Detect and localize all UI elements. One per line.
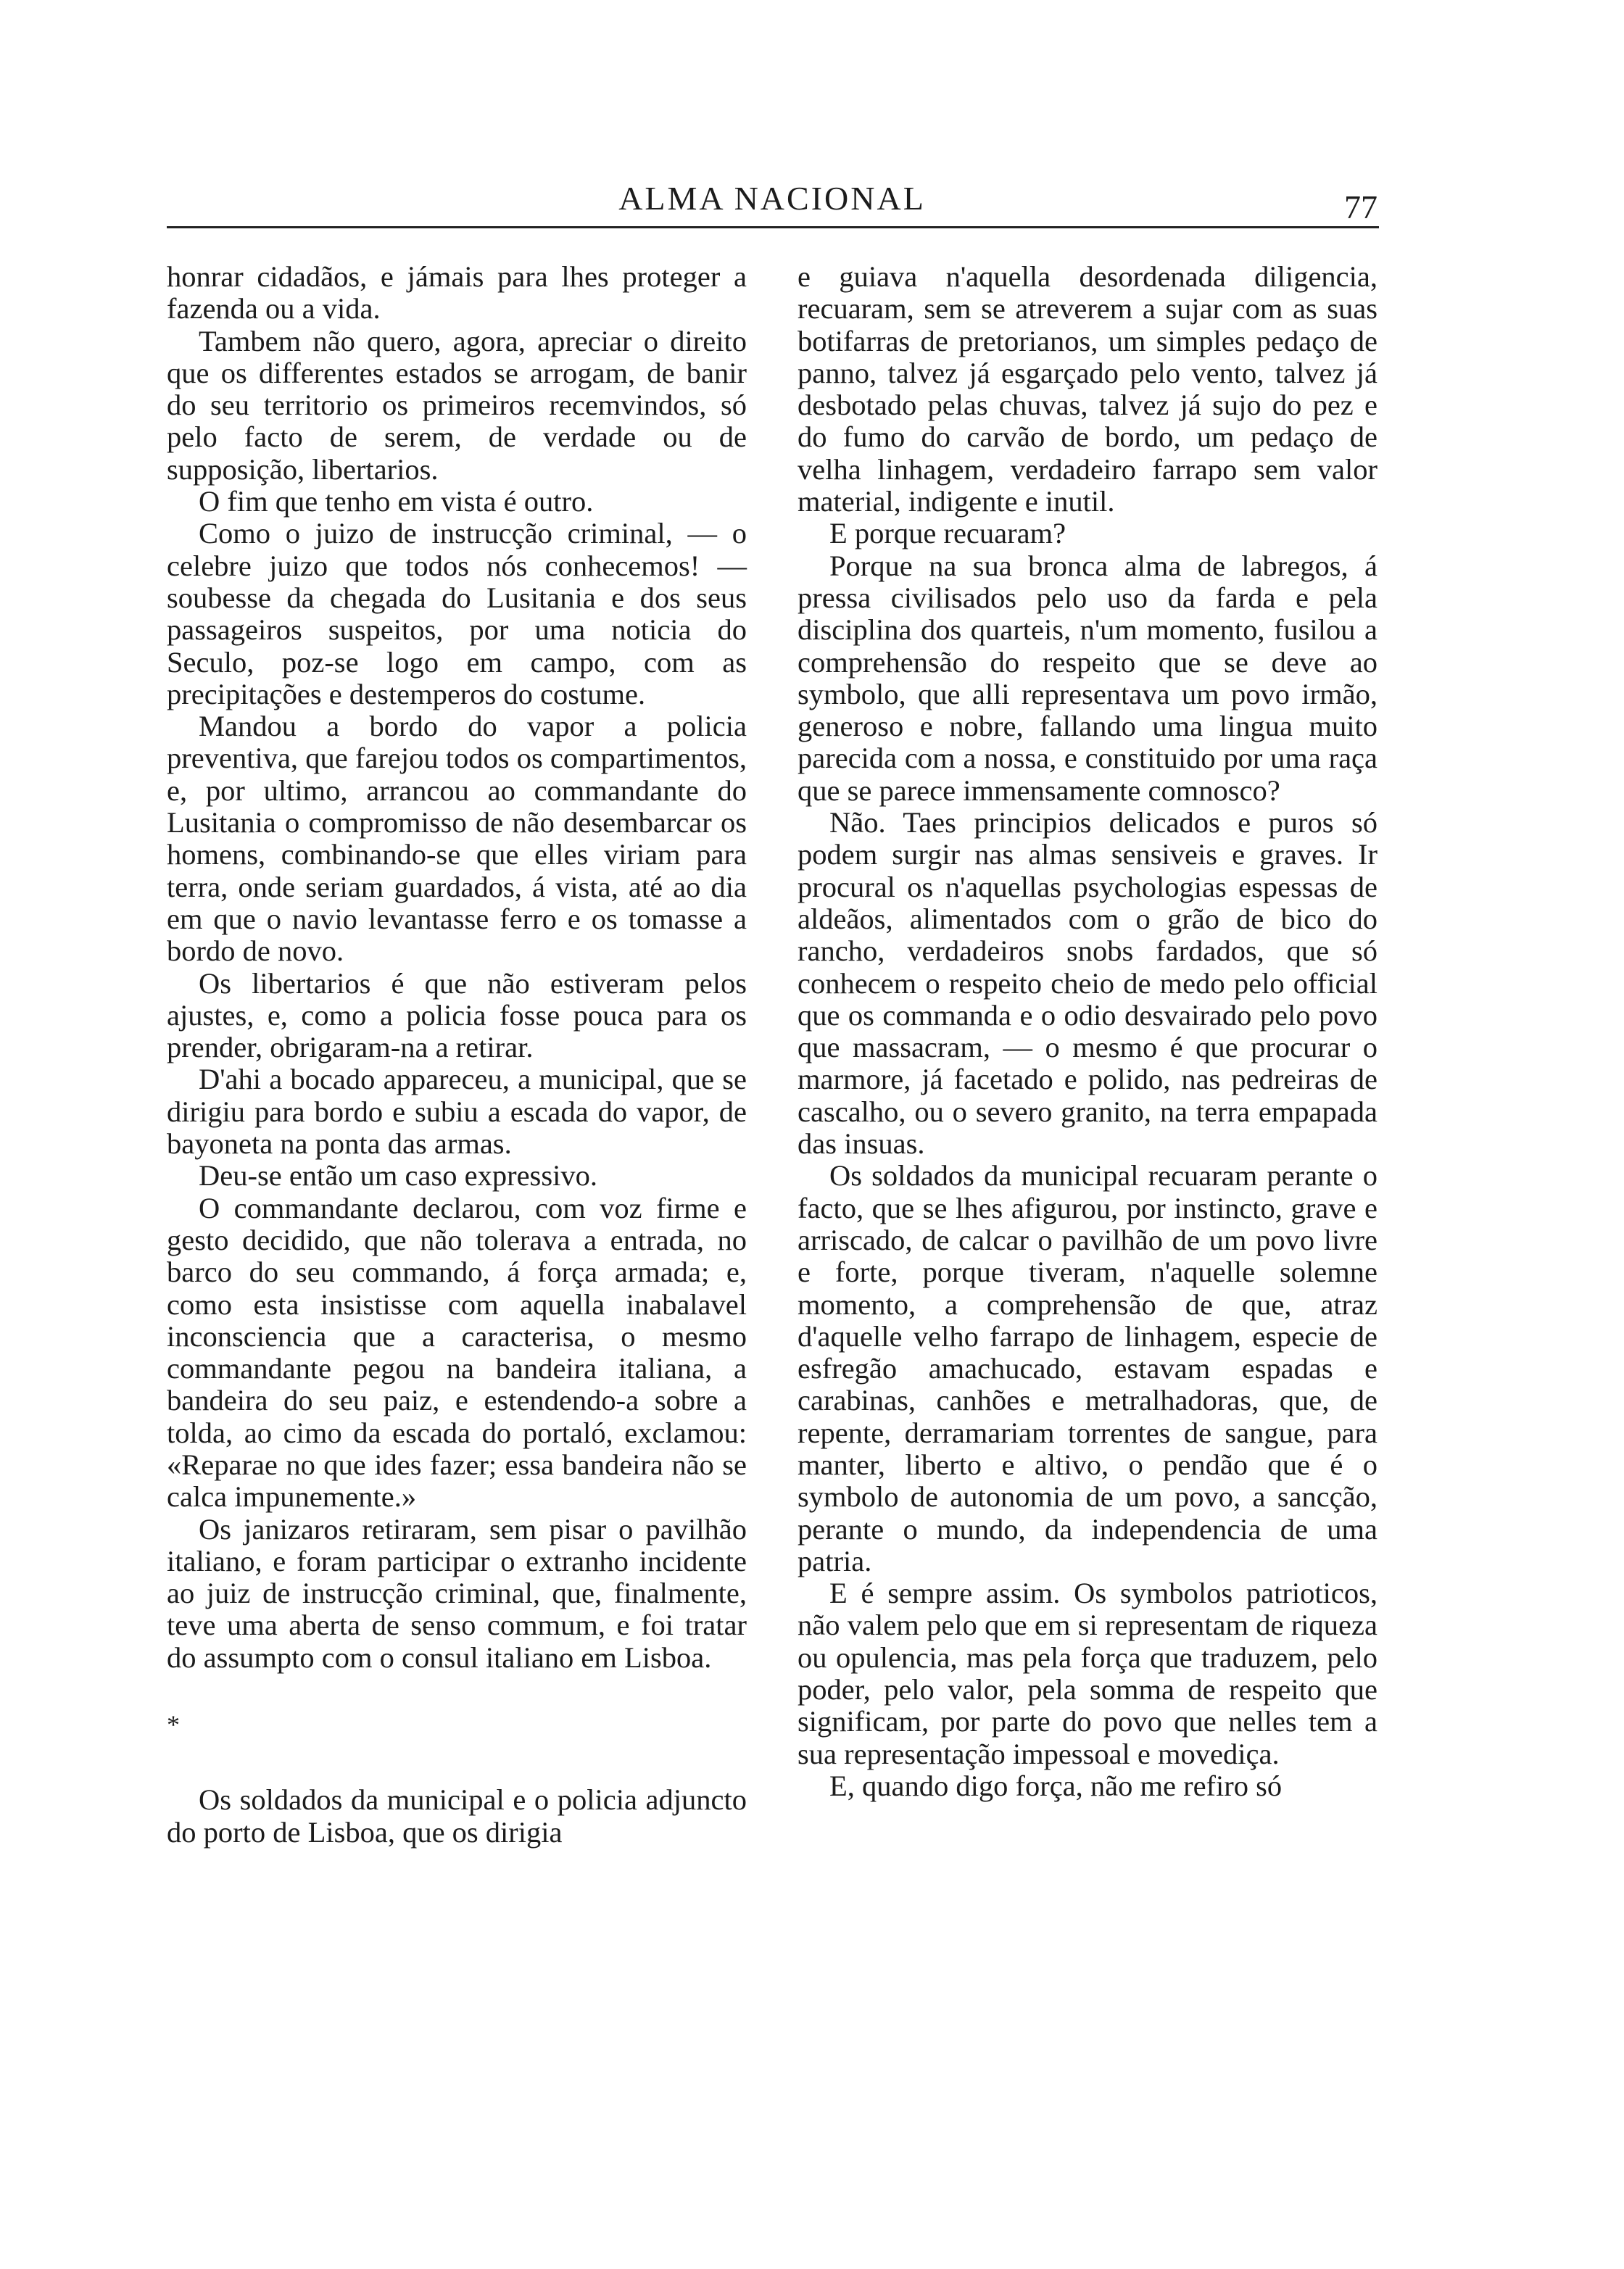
paragraph: Porque na sua bronca alma de labregos, á pressa civilisados pelo uso da farda e pela disciplina dos quarteis, n'um momento, fusilou a comprehensão do respeito que se deve ao symbolo, que alli representava um povo irmão, generoso e nobre, fallando uma lingua muito parecida com a nossa, e constituido por uma raça que se parece immensamente comnosco?: [798, 549, 1378, 807]
paragraph: e guiava n'aquella desordenada diligencia, recuaram, sem se atreverem a sujar com as suas botifarras de pretorianos, um simples pedaço de panno, talvez já esgarçado pelo vento, talvez já desbotado pelas chuvas, talvez já sujo do pez e do fumo do carvão de bordo, um pedaço de velha linhagem, verdadeiro farrapo sem valor material, indigente e inutil.: [798, 260, 1378, 518]
page-number: 77: [1344, 188, 1378, 225]
paragraph: E porque recuaram?: [829, 517, 1066, 550]
paragraph: O commandante declarou, com voz firme e gesto decidido, que não tolerava a entrada, no barco do seu commando, á força armada; e, como esta insistisse com aquella inabalavel inconsciencia que a caracterisa, o mesmo commandante pegou na bandeira italiana, a bandeira do seu paiz, e estendendo-a sobre a tolda, ao cimo da escada do portaló, exclamou: «Reparae no que ides fazer; essa bandeira não se calca impunemente.»: [167, 1191, 747, 1514]
running-header: [167, 177, 1378, 225]
paragraph: Os janizaros retiraram, sem pisar o pavilhão italiano, e foram participar o extranho incidente ao juiz de instrucção criminal, que, finalmente, teve uma aberta de senso commum, e foi tratar do assumpto com o consul italiano em Lisboa.: [167, 1512, 747, 1674]
paragraph: E, quando digo força, não me refiro só: [829, 1769, 1283, 1802]
paragraph: Os soldados da municipal recuaram perante o facto, que se lhes afigurou, por instincto, grave e arriscado, de calcar o pavilhão de um povo livre e forte, porque tiveram, n'aquelle solemne momento, a comprehensão de que, atraz d'aquelle velho farrapo de linhagem, especie de esfregão amachucado, estavam espadas e carabinas, canhões e metralhadoras, que, de repente, derramariam torrentes de sangue, para manter, liberto e altivo, o pendão que é o symbolo de autonomia de um povo, a sancção, perante o mundo, da independencia de uma patria.: [798, 1159, 1378, 1577]
paragraph: Não. Taes principios delicados e puros só podem surgir nas almas sensiveis e graves. Ir procural os n'aquellas psychologias espessas de aldeãos, alimentados com o grão de bico do rancho, verdadeiros snobs fardados, que só conhecem o respeito cheio de medo pelo official que os commanda e o odio desvairado pelo povo que massacram, — o mesmo é que procurar o marmore, já facetado e polido, nas pedreiras de cascalho, ou o severo granito, na terra empapada das insuas.: [798, 806, 1378, 1161]
journal-title: ALMA NACIONAL: [618, 180, 926, 217]
paragraph: Mandou a bordo do vapor a policia preventiva, que farejou todos os compartimentos, e, por ultimo, arrancou ao commandante do Lusitania o compromisso de não desembarcar os homens, combinando-se que elles viriam para terra, onde seriam guardados, á vista, até ao dia em que o navio levantasse ferro e os tomasse a bordo de novo.: [167, 710, 747, 968]
paragraph: Os libertarios é que não estiveram pelos ajustes, e, como a policia fosse pouca para os prender, obrigaram-na a retirar.: [167, 966, 747, 1064]
left-column: [167, 261, 747, 1849]
header-rule: [167, 226, 1379, 228]
right-column: [798, 261, 1378, 1802]
paragraph: Deu-se então um caso expressivo.: [199, 1159, 597, 1192]
section-separator: *: [167, 1710, 180, 1740]
paragraph: Tambem não quero, agora, apreciar o direito que os differentes estados se arrogam, de banir do seu territorio os primeiros recemvindos, só pelo facto de serem, de verdade ou de supposição, libertarios.: [167, 324, 747, 486]
paragraph: O fim que tenho em vista é outro.: [199, 485, 594, 518]
paragraph: Os soldados da municipal e o policia adjuncto do porto de Lisboa, que os dirigia: [167, 1783, 747, 1849]
paragraph: Como o juizo de instrucção criminal, — o celebre juizo que todos nós conhecemos! — soubesse da chegada do Lusitania e dos seus passageiros suspeitos, por uma noticia do Seculo, poz-se logo em campo, com as precipitações e destemperos do costume.: [167, 517, 747, 710]
paragraph: honrar cidadãos, e jámais para lhes proteger a fazenda ou a vida.: [167, 260, 747, 325]
paragraph: E é sempre assim. Os symbolos patrioticos, não valem pelo que em si representam de riqueza ou opulencia, mas pela força que traduzem, pelo poder, pelo valor, pela somma de respeito que significam, por parte do povo que nelles tem a sua representação impessoal e movediça.: [798, 1577, 1378, 1770]
paragraph: D'ahi a bocado appareceu, a municipal, que se dirigiu para bordo e subiu a escada do vapor, de bayoneta na ponta das armas.: [167, 1063, 747, 1161]
